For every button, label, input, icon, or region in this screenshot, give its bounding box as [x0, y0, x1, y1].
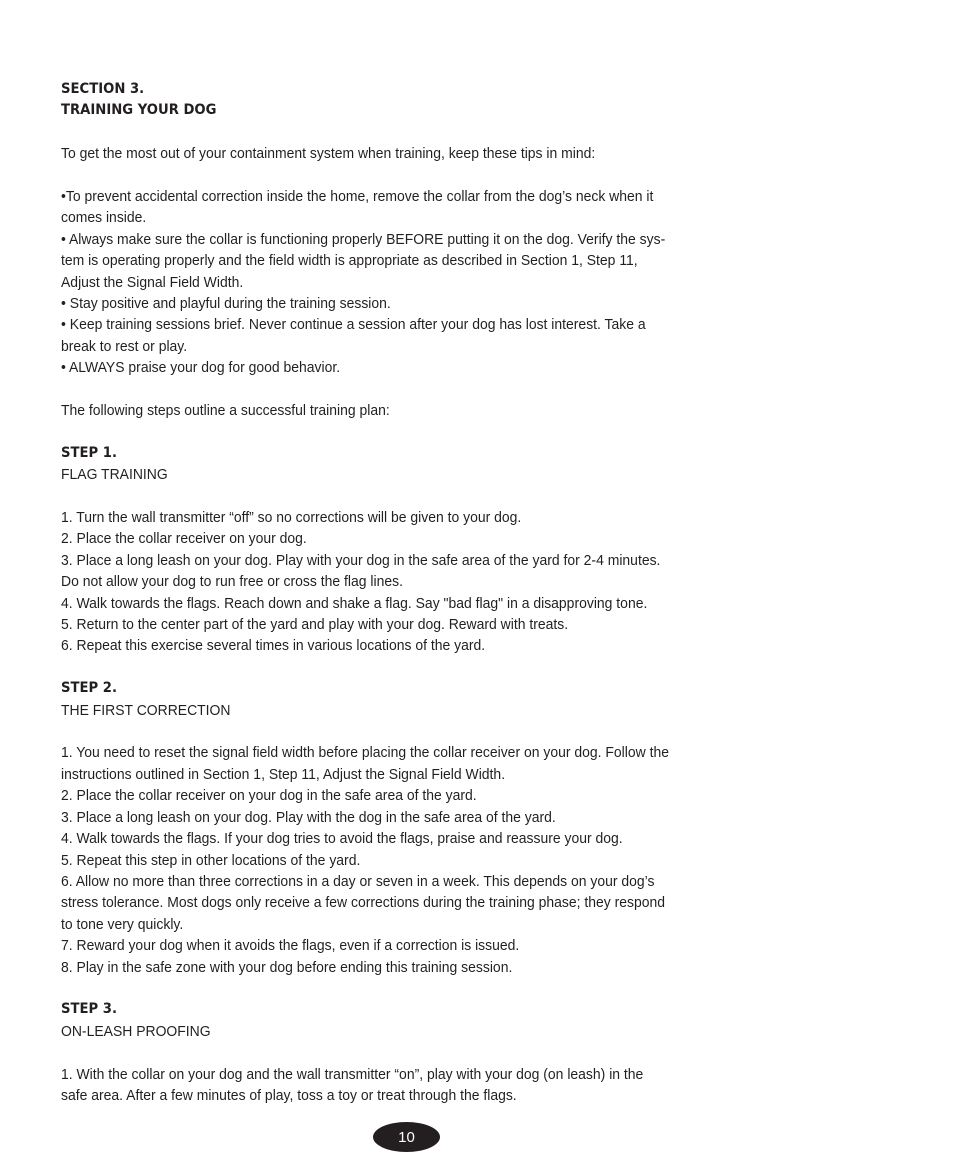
instruction-item — [61, 507, 749, 528]
instruction-item — [61, 828, 749, 849]
tip-line: break to rest or play. — [61, 337, 188, 355]
instruction-line: 3. Place a long leash on your dog. Play with your dog in the safe area of the yard for 2-4 minutes. — [61, 551, 661, 569]
tip-line: • Stay positive and playful during the training session. — [61, 295, 391, 313]
section-title: TRAINING YOUR DOG — [61, 102, 217, 119]
instruction-line: 5. Repeat this step in other locations of the yard. — [61, 851, 361, 869]
instruction-item — [61, 871, 749, 935]
intro-paragraph: To get the most out of your containment system when training, keep these tips in mind: — [61, 145, 596, 163]
instruction-line: 7. Reward your dog when it avoids the flags, even if a correction is issued. — [61, 937, 520, 955]
tip-line: • Keep training sessions brief. Never continue a session after your dog has lost interest. Take a — [61, 316, 646, 334]
instruction-line: 8. Play in the safe zone with your dog before ending this training session. — [61, 958, 513, 976]
tip-item — [61, 293, 749, 314]
instruction-line: 6. Repeat this exercise several times in various locations of the yard. — [61, 637, 486, 655]
instruction-item — [61, 807, 749, 828]
instruction-line: 4. Walk towards the flags. If your dog tries to avoid the flags, praise and reassure your dog. — [61, 830, 623, 848]
step-label: STEP 2. — [61, 680, 117, 697]
tip-line: comes inside. — [61, 209, 147, 227]
step-label: STEP 3. — [61, 1001, 117, 1018]
instruction-line: 1. With the collar on your dog and the wall transmitter “on”, play with your dog (on leash) in the — [61, 1065, 644, 1083]
instruction-line: 4. Walk towards the flags. Reach down and shake a flag. Say "bad flag" in a disapproving tone. — [61, 594, 648, 612]
instruction-item — [61, 593, 749, 614]
instruction-item — [61, 528, 749, 549]
tip-item — [61, 357, 749, 378]
tip-line: • ALWAYS praise your dog for good behavior. — [61, 359, 341, 377]
tip-item — [61, 229, 749, 293]
instruction-line: 1. Turn the wall transmitter “off” so no corrections will be given to your dog. — [61, 509, 522, 527]
section-number: SECTION 3. — [61, 81, 145, 97]
tip-line: Adjust the Signal Field Width. — [61, 273, 244, 291]
step-instructions — [61, 1064, 749, 1107]
step-instructions — [61, 507, 749, 657]
instruction-line: 3. Place a long leash on your dog. Play with the dog in the safe area of the yard. — [61, 808, 556, 826]
instruction-item — [61, 1064, 749, 1107]
instruction-item — [61, 957, 749, 978]
tip-line: tem is operating properly and the field width is appropriate as described in Section 1, Step 11, — [61, 252, 638, 270]
step-title: THE FIRST CORRECTION — [61, 701, 231, 719]
step-title: FLAG TRAINING — [61, 466, 168, 484]
step-title: ON-LEASH PROOFING — [61, 1022, 211, 1040]
instruction-item — [61, 550, 749, 593]
instruction-item — [61, 850, 749, 871]
instruction-item — [61, 742, 749, 785]
instruction-item — [61, 935, 749, 956]
instruction-line: 1. You need to reset the signal field width before placing the collar receiver on your dog. Follow the — [61, 744, 669, 762]
instruction-line: 2. Place the collar receiver on your dog. — [61, 530, 307, 548]
instruction-line: Do not allow your dog to run free or cross the flag lines. — [61, 573, 403, 591]
page-number: 10 — [398, 1128, 415, 1146]
step-label: STEP 1. — [61, 444, 117, 461]
tip-line: • Always make sure the collar is functioning properly BEFORE putting it on the dog. Verify the sys- — [61, 230, 666, 248]
instruction-line: stress tolerance. Most dogs only receive a few corrections during the training phase; they respond — [61, 894, 666, 912]
step-instructions — [61, 742, 749, 977]
instruction-line: 5. Return to the center part of the yard and play with your dog. Reward with treats. — [61, 616, 569, 634]
tip-item — [61, 186, 749, 229]
tip-line: •To prevent accidental correction inside the home, remove the collar from the dog’s neck when it — [61, 188, 654, 205]
page-number-badge — [373, 1122, 440, 1152]
instruction-line: safe area. After a few minutes of play, toss a toy or treat through the flags. — [61, 1086, 517, 1104]
instruction-line: 6. Allow no more than three corrections in a day or seven in a week. This depends on your dog’s — [61, 872, 655, 890]
document-body — [61, 79, 749, 1106]
instruction-line: 2. Place the collar receiver on your dog in the safe area of the yard. — [61, 787, 477, 805]
steps-container — [61, 421, 749, 1106]
instruction-line: instructions outlined in Section 1, Step 11, Adjust the Signal Field Width. — [61, 765, 506, 783]
instruction-line: to tone very quickly. — [61, 915, 184, 933]
instruction-item — [61, 614, 749, 635]
instruction-item — [61, 785, 749, 806]
tips-list — [61, 186, 749, 379]
instruction-item — [61, 635, 749, 656]
plan-intro: The following steps outline a successful training plan: — [61, 402, 390, 420]
tip-item — [61, 314, 749, 357]
